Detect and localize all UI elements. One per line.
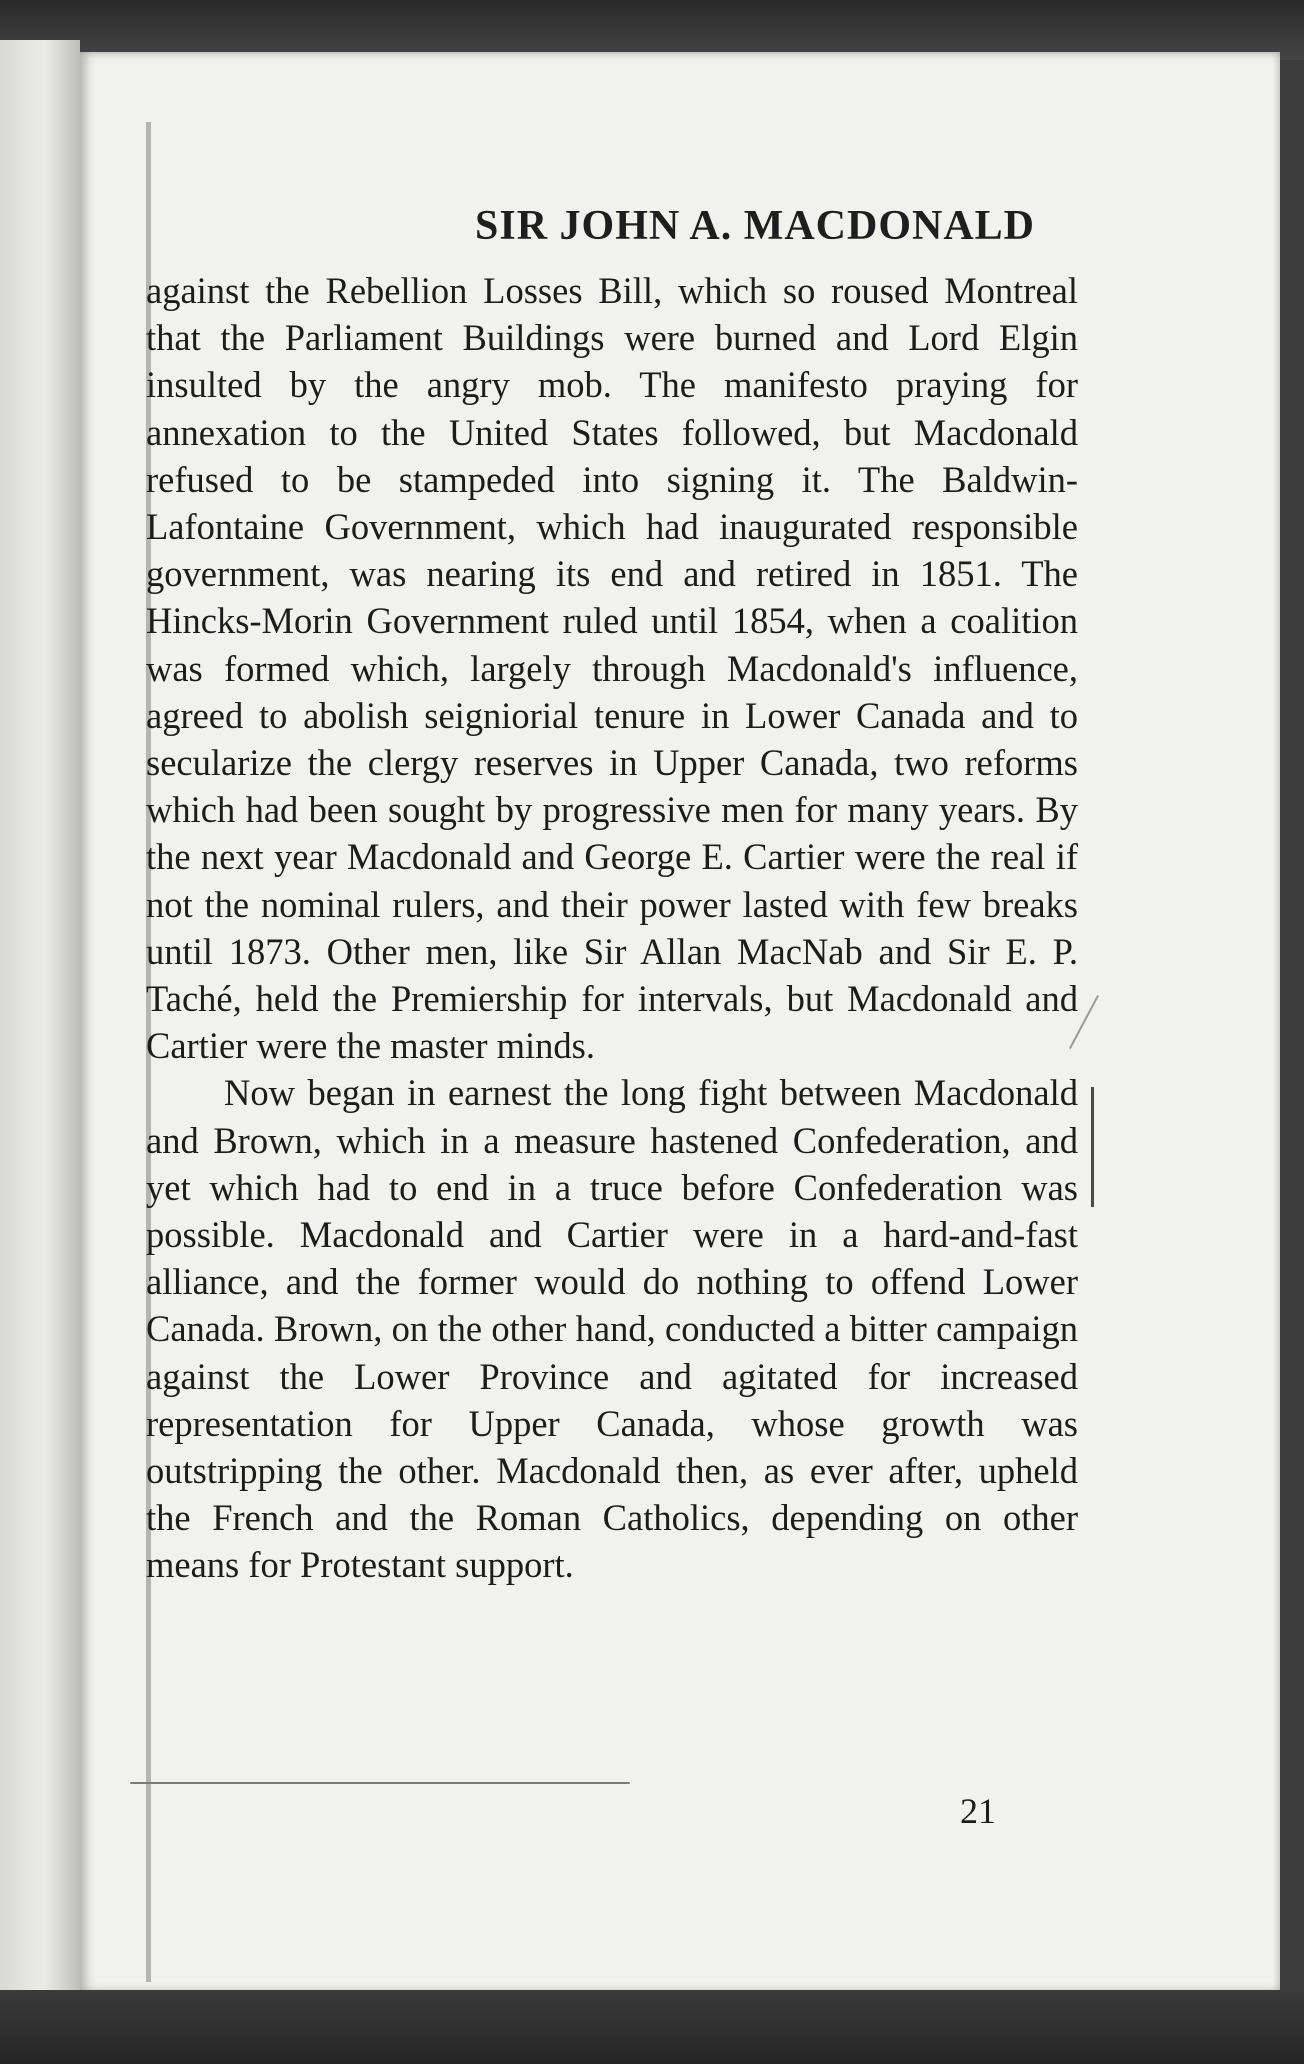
paragraph-1: against the Rebellion Losses Bill, which so roused Montreal that the Parliament Buildings were burned and Lord Elgin insulted by the angry mob. The manifesto praying for annexation to the United States followed, but Macdonald refused to be stampeded into signing it. The Baldwin-Lafontaine Government, which had inaugurated responsible government, was nearing its end and retired in 1851. The Hincks-Morin Government ruled until 1854, when a coalition was formed which, largely through Macdonald's influence, agreed to abolish seigniorial tenure in Lower Canada and to secularize the clergy reserves in Upper Canada, two reforms which had been sought by progressive men for many years. By the next year Macdonald and George E. Cartier were the real if not the nominal rulers, and their power lasted with few breaks until 1873. Other men, like Sir Allan MacNab and Sir E. P. Taché, held the Premiership for intervals, but Macdonald and Cartier were the master minds.: [146, 270, 1078, 1067]
body-text: [146, 267, 1078, 1589]
page-number: 21: [960, 1791, 996, 1831]
book-page: [80, 52, 1280, 1992]
scan-border-top: [0, 0, 1304, 60]
pencil-underline: [130, 1782, 630, 1784]
paragraph-2: Now began in earnest the long fight between Macdonald and Brown, which in a measure hastened Confederation, and yet which had to end in a truce before Confederation was possible. Macdonald and Cartier were in a hard-and-fast alliance, and the former would do nothing to offend Lower Canada. Brown, on the other hand, conducted a bitter campaign against the Lower Province and agitated for increased representation for Upper Canada, whose growth was outstripping the other. Macdonald then, as ever after, upheld the French and the Roman Catholics, depending on other means for Protestant support.: [146, 1072, 1078, 1586]
facing-page-edge: [0, 40, 80, 2000]
running-head: SIR JOHN A. MACDONALD: [474, 203, 1036, 249]
margin-pencil-bar: [1091, 1087, 1094, 1207]
scan-border-bottom: [0, 1990, 1304, 2064]
